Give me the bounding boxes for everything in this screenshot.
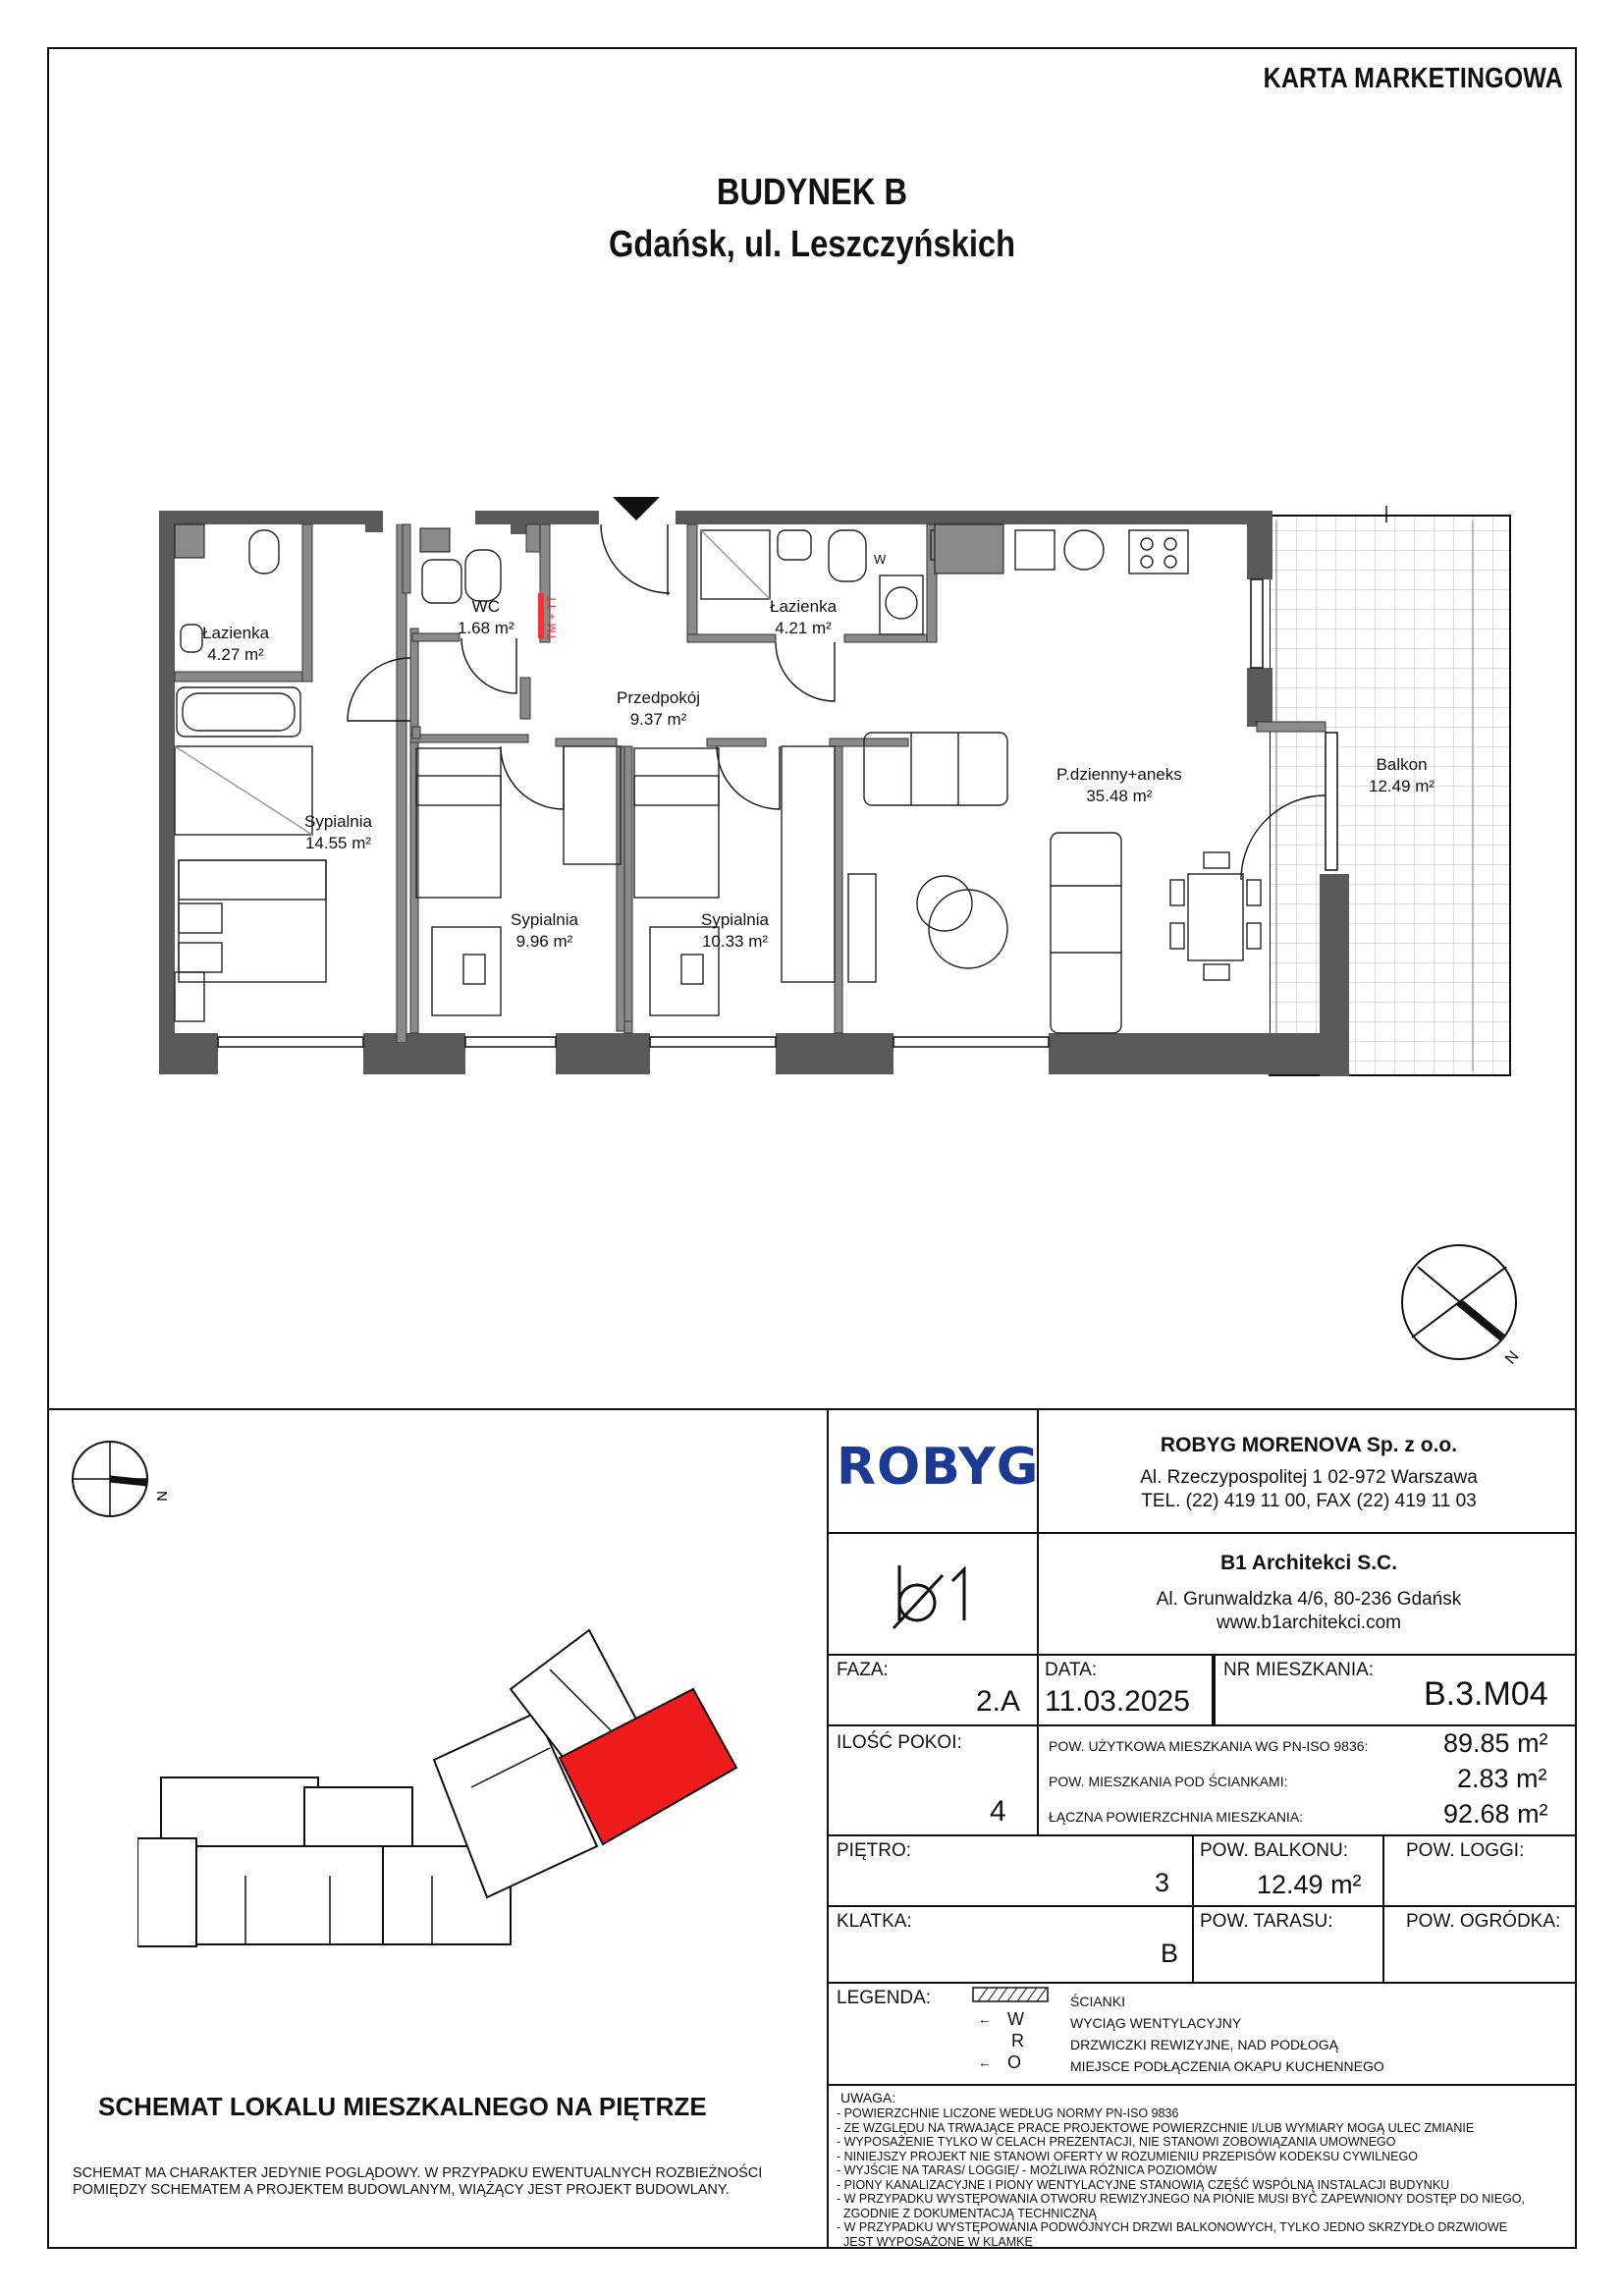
tm-tt-label: TM + TT bbox=[545, 595, 559, 640]
legend-arrow-w: ← bbox=[978, 2011, 992, 2027]
klatka-label: KLATKA: bbox=[837, 1911, 912, 1932]
nr-value: B.3.M04 bbox=[1424, 1675, 1548, 1713]
klatka-value: B bbox=[1161, 1939, 1179, 1968]
legend-item-2: WYCIĄG WENTYLACYJNY bbox=[1070, 2015, 1242, 2031]
pietro-label: PIĘTRO: bbox=[837, 1840, 912, 1861]
compass-small-n: N bbox=[153, 1491, 170, 1502]
floor-plan bbox=[147, 486, 1522, 1115]
legend-sym-o: O bbox=[1007, 2052, 1022, 2072]
pietro-value: 3 bbox=[1155, 1868, 1170, 1897]
pokoi-value: 4 bbox=[990, 1795, 1006, 1828]
legend-arrow-o: ← bbox=[978, 2054, 992, 2070]
pow-lacz-value: 92.68 m² bbox=[1443, 1799, 1548, 1829]
loggia-label: POW. LOGGI: bbox=[1406, 1840, 1525, 1861]
taras-label: POW. TARASU: bbox=[1200, 1911, 1333, 1932]
compass-main bbox=[1394, 1241, 1532, 1369]
room-living-kitchen: P.dzienny+aneks 35.48 m² bbox=[1056, 765, 1182, 805]
architect-www: www.b1architekci.com bbox=[1217, 1613, 1401, 1633]
compass-small bbox=[65, 1432, 173, 1530]
legend-item-4: MIEJSCE PODŁĄCZENIA OKAPU KUCHENNEGO bbox=[1070, 2058, 1384, 2074]
ogrodek-label: POW. OGRÓDKA: bbox=[1406, 1911, 1561, 1932]
room-hallway: Przedpokój 9.37 m² bbox=[617, 688, 701, 729]
robyg-logo: ROBYG bbox=[837, 1438, 1040, 1497]
balkon-label: POW. BALKONU: bbox=[1200, 1840, 1348, 1861]
legend-sym-w: W bbox=[1007, 2009, 1024, 2029]
data-value: 11.03.2025 bbox=[1045, 1685, 1190, 1718]
schema-title: SCHEMAT LOKALU MIESZKALNEGO NA PIĘTRZE bbox=[98, 2092, 707, 2121]
pow-sc-value: 2.83 m² bbox=[1457, 1764, 1547, 1793]
room-bathroom-2: Łazienka 4.21 m² bbox=[770, 597, 838, 637]
room-bedroom-2: Sypialnia 9.96 m² bbox=[511, 910, 578, 951]
note-line: JEST WYPOSAŻONE W KLAMKĘ bbox=[837, 2234, 1033, 2249]
balkon-value: 12.49 m² bbox=[1257, 1870, 1362, 1899]
pow-uz-label: POW. UŻYTKOWA MIESZKANIA WG PN-ISO 9836: bbox=[1049, 1738, 1369, 1754]
building-address: Gdańsk, ul. Leszczyńskich bbox=[608, 224, 1016, 265]
legend-item-1: ŚCIANKI bbox=[1070, 1994, 1126, 2009]
note-line: - WYPOSAŻENIE TYLKO W CELACH PREZENTACJI, NIE STANOWI ZOBOWIĄZANIA UMOWNEGO bbox=[837, 2135, 1396, 2149]
nr-label: NR MIESZKANIA: bbox=[1223, 1660, 1375, 1680]
note-line: - W PRZYPADKU WYSTĘPOWANIA OTWORU REWIZYJNEGO NA PIONIE MUSI BYĆ ZAPEWNIONY DOSTĘP DO NIEGO, bbox=[837, 2192, 1525, 2206]
note-line: - ZE WZGLĘDU NA TRWAJĄCE PRACE PROJEKTOWE POWIERZCHNIE I/LUB WYMIARY MOGĄ ULEC ZMIANIE bbox=[837, 2120, 1475, 2135]
developer-phone: TEL. (22) 419 11 00, FAX (22) 419 11 03 bbox=[1141, 1491, 1477, 1511]
room-bedroom-1: Sypialnia 14.55 m² bbox=[304, 812, 372, 852]
section-divider bbox=[47, 1408, 1577, 1410]
notes-list bbox=[837, 2106, 1525, 2249]
b1-logo bbox=[884, 1556, 992, 1634]
document-kicker: KARTA MARKETINGOWA bbox=[1263, 63, 1563, 94]
schema-disclaimer-1: SCHEMAT MA CHARAKTER JEDYNIE POGLĄDOWY. W PRZYPADKU EWENTUALNYCH ROZBIEŻNOŚCI bbox=[73, 2165, 763, 2181]
note-line: - WYJŚCIE NA TARAS/ LOGGIĘ/ - MOŻLIWA RÓŻNICA POZIOMÓW bbox=[837, 2163, 1218, 2177]
pow-uz-value: 89.85 m² bbox=[1443, 1728, 1548, 1758]
developer-address: Al. Rzeczypospolitej 1 02-972 Warszawa bbox=[1140, 1467, 1478, 1488]
note-line: - POWIERZCHNIE LICZONE WEDŁUG NORMY PN-ISO 9836 bbox=[837, 2106, 1179, 2120]
note-line: - PIONY KANALIZACYJNE I PIONY WENTYLACYJNE STANOWIĄ CZĘŚĆ WSPÓLNĄ INSTALACJI BUDYNKU bbox=[837, 2177, 1450, 2192]
legend-hatch bbox=[972, 1986, 1051, 2005]
legend-sym-r: R bbox=[1011, 2031, 1024, 2050]
column-divider bbox=[827, 1408, 829, 2249]
faza-value: 2.A bbox=[976, 1685, 1021, 1718]
room-balcony: Balkon 12.49 m² bbox=[1369, 755, 1435, 795]
note-line: - W PRZYPADKU WYSTĘPOWANIA PODWÓJNYCH DRZWI BALKONOWYCH, TYLKO JEDNO SKRZYDŁO DRZWIOWE bbox=[837, 2220, 1508, 2234]
architect-name: B1 Architekci S.C. bbox=[1219, 1552, 1398, 1574]
note-line: - NINIEJSZY PROJEKT NIE STANOWI OFERTY W ROZUMIENIU PRZEPISÓW KODEKSU CYWILNEGO bbox=[837, 2149, 1418, 2163]
site-schema bbox=[137, 1611, 766, 1964]
notes-title: UWAGA: bbox=[840, 2090, 896, 2105]
legend-title: LEGENDA: bbox=[837, 1988, 932, 2008]
room-bathroom-1: Łazienka 4.27 m² bbox=[202, 624, 270, 664]
pow-lacz-label: ŁĄCZNA POWIERZCHNIA MIESZKANIA: bbox=[1049, 1809, 1304, 1825]
pow-sc-label: POW. MIESZKANIA POD ŚCIANKAMI: bbox=[1049, 1774, 1288, 1789]
tm-tt-marker bbox=[538, 593, 544, 638]
vent-w-label: W bbox=[874, 552, 887, 567]
compass-main-n: N bbox=[1502, 1347, 1523, 1368]
note-line: ZGODNIE Z DOKUMENTACJĄ TECHNICZNĄ bbox=[837, 2206, 1097, 2220]
schema-disclaimer-2: POMIĘDZY SCHEMATEM A PROJEKTEM BUDOWLANYM, WIĄŻĄCY JEST PROJEKT BUDOWLANY. bbox=[73, 2182, 730, 2198]
architect-address: Al. Grunwaldzka 4/6, 80-236 Gdańsk bbox=[1156, 1589, 1462, 1610]
data-label: DATA: bbox=[1045, 1660, 1098, 1680]
developer-name: ROBYG MORENOVA Sp. z o.o. bbox=[1160, 1434, 1458, 1456]
room-bedroom-3: Sypialnia 10.33 m² bbox=[701, 910, 769, 951]
building-title: BUDYNEK B bbox=[716, 172, 908, 213]
faza-label: FAZA: bbox=[837, 1660, 889, 1680]
room-wc: WC 1.68 m² bbox=[458, 597, 514, 637]
legend-item-3: DRZWICZKI REWIZYJNE, NAD PODŁOGĄ bbox=[1070, 2037, 1339, 2052]
pokoi-label: ILOŚĆ POKOI: bbox=[837, 1732, 962, 1753]
